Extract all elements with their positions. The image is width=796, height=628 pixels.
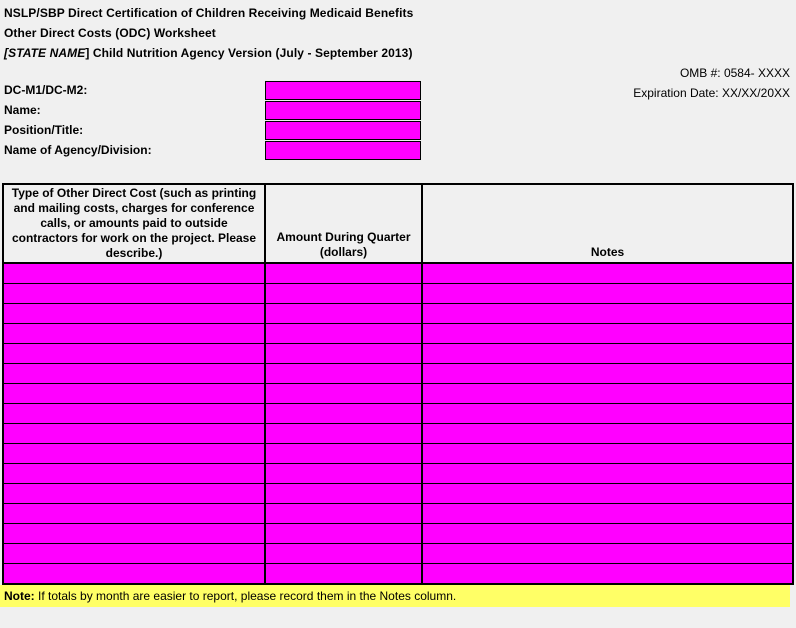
table-row xyxy=(4,344,792,364)
agency-division-input[interactable] xyxy=(265,141,421,160)
column-header-notes: Notes xyxy=(590,245,625,259)
notes-cell-input[interactable] xyxy=(423,504,792,523)
amount-cell-input[interactable] xyxy=(266,324,423,343)
amount-cell-input[interactable] xyxy=(266,404,423,423)
table-header-row xyxy=(4,185,792,264)
table-row xyxy=(4,444,792,464)
notes-cell-input[interactable] xyxy=(423,384,792,403)
notes-cell-input[interactable] xyxy=(423,404,792,423)
dc-m1-dc-m2-input[interactable] xyxy=(265,81,421,100)
table-row xyxy=(4,384,792,404)
note-text: If totals by month are easier to report, please record them in the Notes column. xyxy=(34,589,457,603)
type-of-cost-cell-input[interactable] xyxy=(4,284,266,303)
notes-cell-input[interactable] xyxy=(423,424,792,443)
amount-cell-input[interactable] xyxy=(266,524,423,543)
table-body xyxy=(4,264,792,583)
table-row xyxy=(4,304,792,324)
type-of-cost-cell-input[interactable] xyxy=(4,524,266,543)
agency-version-text: ] Child Nutrition Agency Version (July - September 2013) xyxy=(85,46,413,60)
amount-cell-input[interactable] xyxy=(266,364,423,383)
amount-cell-input[interactable] xyxy=(266,344,423,363)
notes-cell-input[interactable] xyxy=(423,524,792,543)
worksheet-subtitle: Other Direct Costs (ODC) Worksheet xyxy=(4,26,216,40)
amount-cell-input[interactable] xyxy=(266,544,423,563)
table-row xyxy=(4,504,792,524)
column-header-amount-during-quarter: Amount During Quarter (dollars) xyxy=(266,185,423,262)
field-label-position-title: Position/Title: xyxy=(4,123,84,137)
expiration-date: Expiration Date: XX/XX/20XX xyxy=(633,86,790,100)
type-of-cost-cell-input[interactable] xyxy=(4,404,266,423)
amount-cell-input[interactable] xyxy=(266,424,423,443)
table-row xyxy=(4,524,792,544)
table-row xyxy=(4,464,792,484)
table-row xyxy=(4,404,792,424)
state-name-placeholder: [STATE NAME xyxy=(4,46,86,60)
notes-cell-input[interactable] xyxy=(423,444,792,463)
type-of-cost-cell-input[interactable] xyxy=(4,504,266,523)
notes-cell-input[interactable] xyxy=(423,264,792,283)
type-of-cost-cell-input[interactable] xyxy=(4,544,266,563)
type-of-cost-cell-input[interactable] xyxy=(4,364,266,383)
notes-cell-input[interactable] xyxy=(423,324,792,343)
notes-cell-input[interactable] xyxy=(423,284,792,303)
field-label-name: Name: xyxy=(4,103,41,117)
table-row xyxy=(4,324,792,344)
amount-cell-input[interactable] xyxy=(266,464,423,483)
notes-cell-input[interactable] xyxy=(423,484,792,503)
type-of-cost-cell-input[interactable] xyxy=(4,384,266,403)
amount-cell-input[interactable] xyxy=(266,284,423,303)
amount-cell-input[interactable] xyxy=(266,504,423,523)
type-of-cost-cell-input[interactable] xyxy=(4,464,266,483)
type-of-cost-cell-input[interactable] xyxy=(4,304,266,323)
table-row xyxy=(4,364,792,384)
type-of-cost-cell-input[interactable] xyxy=(4,484,266,503)
amount-cell-input[interactable] xyxy=(266,264,423,283)
column-header-type-of-cost: Type of Other Direct Cost (such as printing and mailing costs, charges for conference calls, or amounts paid to outside contractors for work on the project. Please describe.) xyxy=(4,185,266,262)
notes-cell-input[interactable] xyxy=(423,544,792,563)
page-title: NSLP/SBP Direct Certification of Children Receiving Medicaid Benefits xyxy=(4,6,414,20)
type-of-cost-cell-input[interactable] xyxy=(4,564,266,583)
notes-cell-input[interactable] xyxy=(423,304,792,323)
amount-cell-input[interactable] xyxy=(266,384,423,403)
agency-version-line xyxy=(4,46,413,60)
amount-cell-input[interactable] xyxy=(266,484,423,503)
type-of-cost-cell-input[interactable] xyxy=(4,264,266,283)
table-row xyxy=(4,544,792,564)
amount-cell-input[interactable] xyxy=(266,304,423,323)
omb-number: OMB #: 0584- XXXX xyxy=(679,66,790,80)
odc-table xyxy=(2,183,794,585)
note-label: Note: xyxy=(4,589,35,603)
notes-cell-input[interactable] xyxy=(423,464,792,483)
amount-cell-input[interactable] xyxy=(266,564,423,583)
field-label-dc-m1-dc-m2: DC-M1/DC-M2: xyxy=(4,83,88,97)
amount-cell-input[interactable] xyxy=(266,444,423,463)
table-row xyxy=(4,484,792,504)
notes-cell-input[interactable] xyxy=(423,364,792,383)
table-row xyxy=(4,264,792,284)
name-input[interactable] xyxy=(265,101,421,120)
table-row xyxy=(4,284,792,304)
position-title-input[interactable] xyxy=(265,121,421,140)
type-of-cost-cell-input[interactable] xyxy=(4,424,266,443)
table-row xyxy=(4,564,792,583)
notes-cell-input[interactable] xyxy=(423,344,792,363)
type-of-cost-cell-input[interactable] xyxy=(4,344,266,363)
table-row xyxy=(4,424,792,444)
type-of-cost-cell-input[interactable] xyxy=(4,324,266,343)
notes-cell-input[interactable] xyxy=(423,564,792,583)
type-of-cost-cell-input[interactable] xyxy=(4,444,266,463)
field-label-agency-division: Name of Agency/Division: xyxy=(4,143,152,157)
note-bar xyxy=(0,585,790,607)
